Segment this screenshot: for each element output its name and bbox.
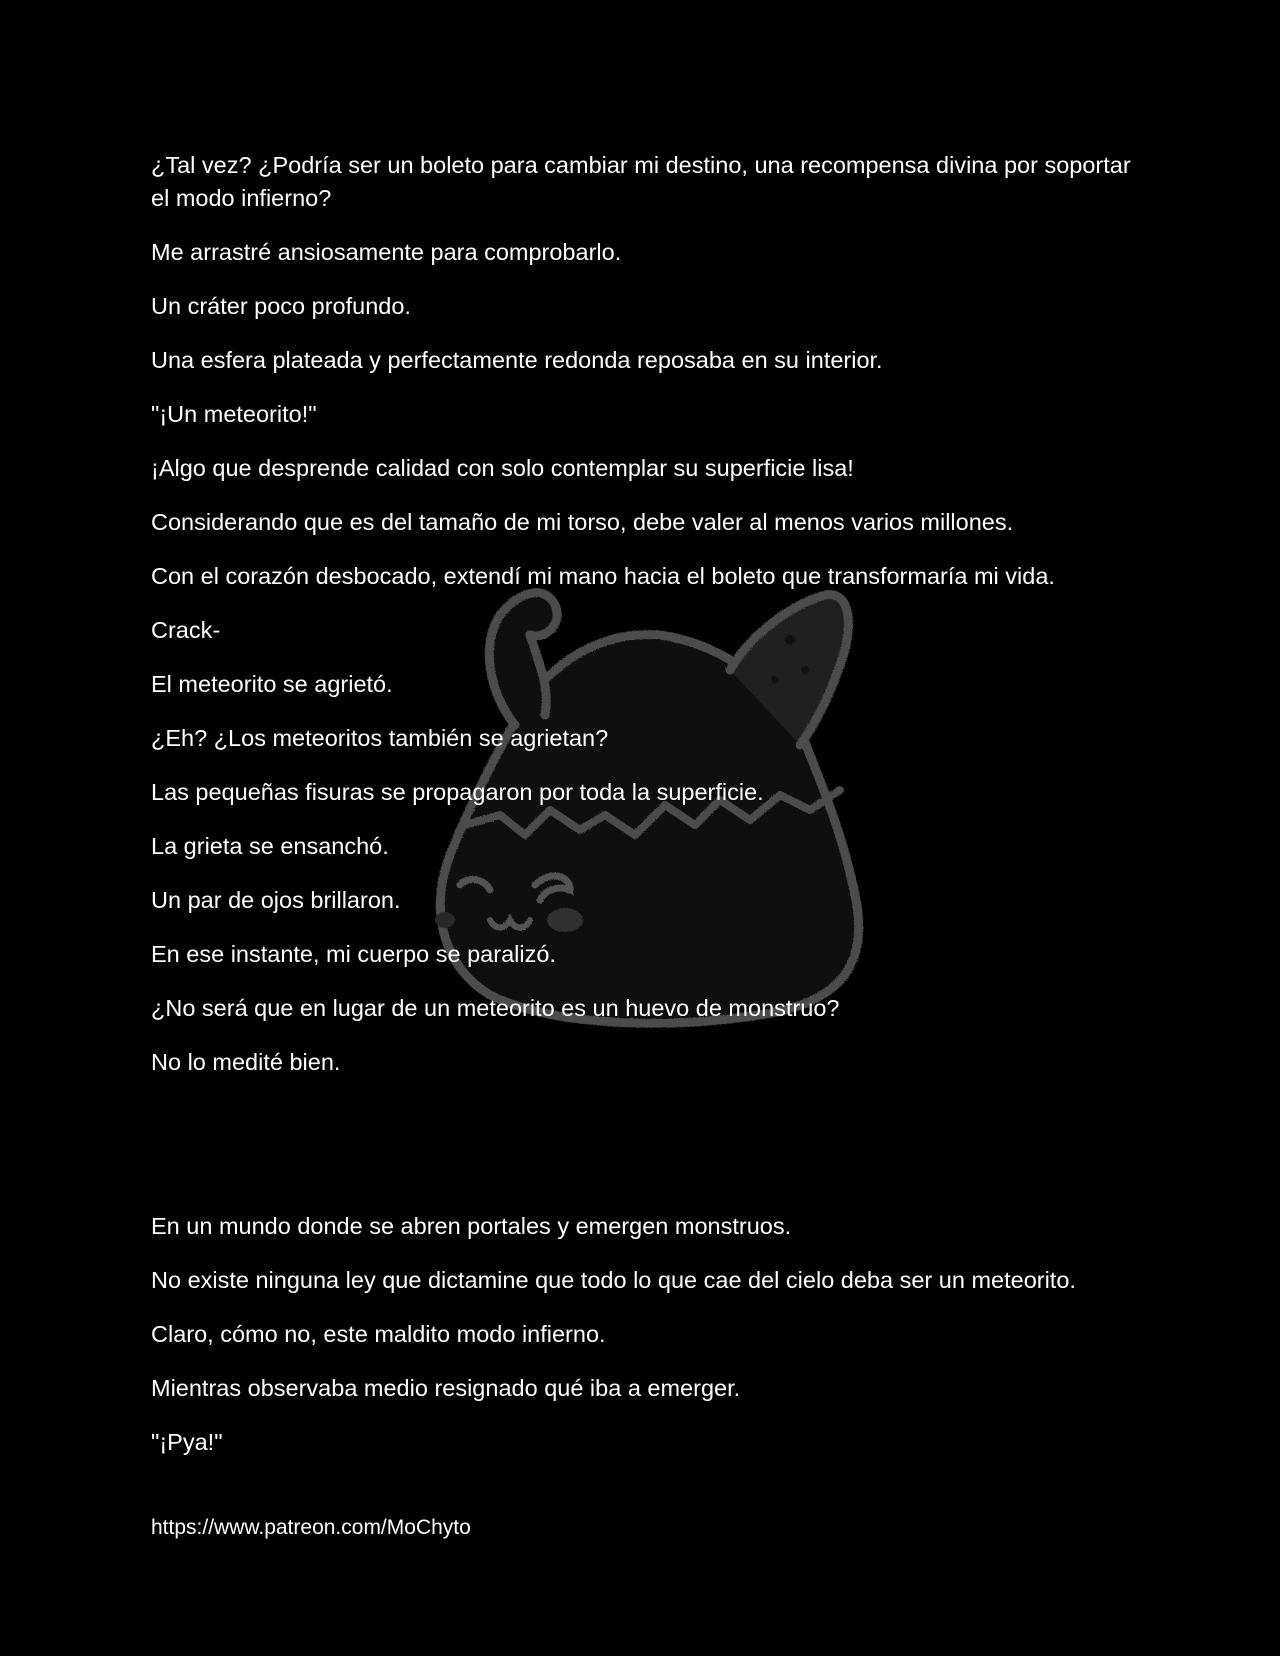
paragraph: Una esfera plateada y perfectamente redonda reposaba en su interior. bbox=[151, 347, 883, 373]
footer-spacer bbox=[151, 1480, 1141, 1513]
paragraph: Las pequeñas fisuras se propagaron por toda la superficie. bbox=[151, 779, 764, 805]
section-1 bbox=[151, 149, 1141, 1079]
paragraph: No existe ninguna ley que dictamine que todo lo que cae del cielo deba ser un meteorito. bbox=[151, 1267, 1076, 1293]
paragraph: Un par de ojos brillaron. bbox=[151, 887, 401, 913]
paragraph: Con el corazón desbocado, extendí mi mano hacia el boleto que transformaría mi vida. bbox=[151, 563, 1055, 589]
section-spacer bbox=[151, 1100, 1141, 1210]
paragraph: Crack- bbox=[151, 617, 221, 643]
paragraph: ¿No será que en lugar de un meteorito es un huevo de monstruo? bbox=[151, 995, 840, 1021]
document-body bbox=[151, 149, 1141, 1543]
paragraph: Mientras observaba medio resignado qué iba a emerger. bbox=[151, 1375, 741, 1401]
paragraph: "¡Un meteorito!" bbox=[151, 401, 317, 427]
paragraph: No lo medité bien. bbox=[151, 1049, 341, 1075]
paragraph: En ese instante, mi cuerpo se paralizó. bbox=[151, 941, 556, 967]
paragraph: En un mundo donde se abren portales y emergen monstruos. bbox=[151, 1213, 792, 1239]
patreon-link[interactable]: https://www.patreon.com/MoChyto bbox=[151, 1516, 471, 1539]
paragraph: "¡Pya!" bbox=[151, 1429, 223, 1455]
paragraph: La grieta se ensanchó. bbox=[151, 833, 389, 859]
paragraph: ¡Algo que desprende calidad con solo contemplar su superficie lisa! bbox=[151, 455, 854, 481]
paragraph: Considerando que es del tamaño de mi torso, debe valer al menos varios millones. bbox=[151, 509, 1014, 535]
paragraph: ¿Eh? ¿Los meteoritos también se agrietan? bbox=[151, 725, 609, 751]
paragraph: Me arrastré ansiosamente para comprobarlo. bbox=[151, 239, 622, 265]
paragraph: Un cráter poco profundo. bbox=[151, 293, 411, 319]
paragraph: El meteorito se agrietó. bbox=[151, 671, 393, 697]
paragraph: ¿Tal vez? ¿Podría ser un boleto para cambiar mi destino, una recompensa divina por soportar el modo infierno? bbox=[151, 152, 1131, 211]
paragraph: Claro, cómo no, este maldito modo infierno. bbox=[151, 1321, 606, 1347]
section-2 bbox=[151, 1210, 1141, 1459]
